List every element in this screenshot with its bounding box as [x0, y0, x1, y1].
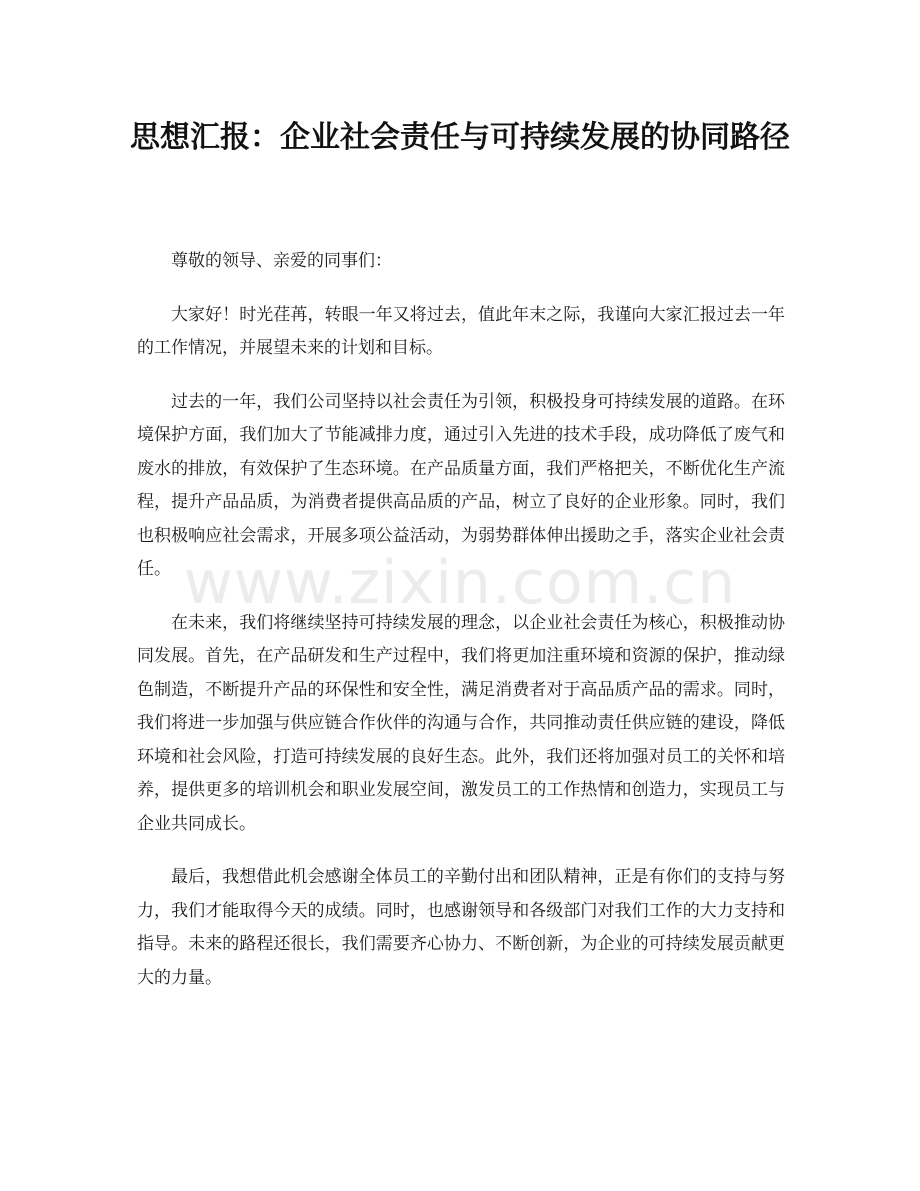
site-watermark: www.zixin.com.cn [183, 548, 737, 618]
paragraph-greeting: 大家好！时光荏苒，转眼一年又将过去，值此年末之际，我谨向大家汇报过去一年的工作情况，并展望未来的计划和目标。 [137, 304, 785, 358]
document-title: 思想汇报：企业社会责任与可持续发展的协同路径 [130, 120, 790, 155]
paragraph-past-year: 过去的一年，我们公司坚持以社会责任为引领，积极投身可持续发展的道路。在环境保护方面，我们加大了节能减排力度，通过引入先进的技术手段，成功降低了废气和废水的排放，有效保护了生态环境。在产品质量方面，我们严格把关，不断优化生产流程，提升产品品质，为消费者提供高品质的产品，树立了良好的企业形象。同时，我们也积极响应社会需求，开展多项公益活动，为弱势群体伸出援助之手，落实企业社会责任。 [137, 391, 785, 579]
paragraph-closing: 最后，我想借此机会感谢全体员工的辛勤付出和团队精神，正是有你们的支持与努力，我们才能取得今天的成绩。同时，也感谢领导和各级部门对我们工作的大力支持和指导。未来的路程还很长，我们需要齐心协力、不断创新，为企业的可持续发展贡献更大的力量。 [137, 867, 785, 988]
document-body [137, 245, 785, 1015]
paragraph-future-plans: 在未来，我们将继续坚持可持续发展的理念，以企业社会责任为核心，积极推动协同发展。首先，在产品研发和生产过程中，我们将更加注重环境和资源的保护，推动绿色制造，不断提升产品的环保性和安全性，满足消费者对于高品质产品的需求。同时，我们将进一步加强与供应链合作伙伴的沟通与合作，共同推动责任供应链的建设，降低环境和社会风险，打造可持续发展的良好生态。此外，我们还将加强对员工的关怀和培养，提供更多的培训机会和职业发展空间，激发员工的工作热情和创造力，实现员工与企业共同成长。 [137, 612, 785, 834]
salutation: 尊敬的领导、亲爱的同事们： [171, 251, 392, 271]
